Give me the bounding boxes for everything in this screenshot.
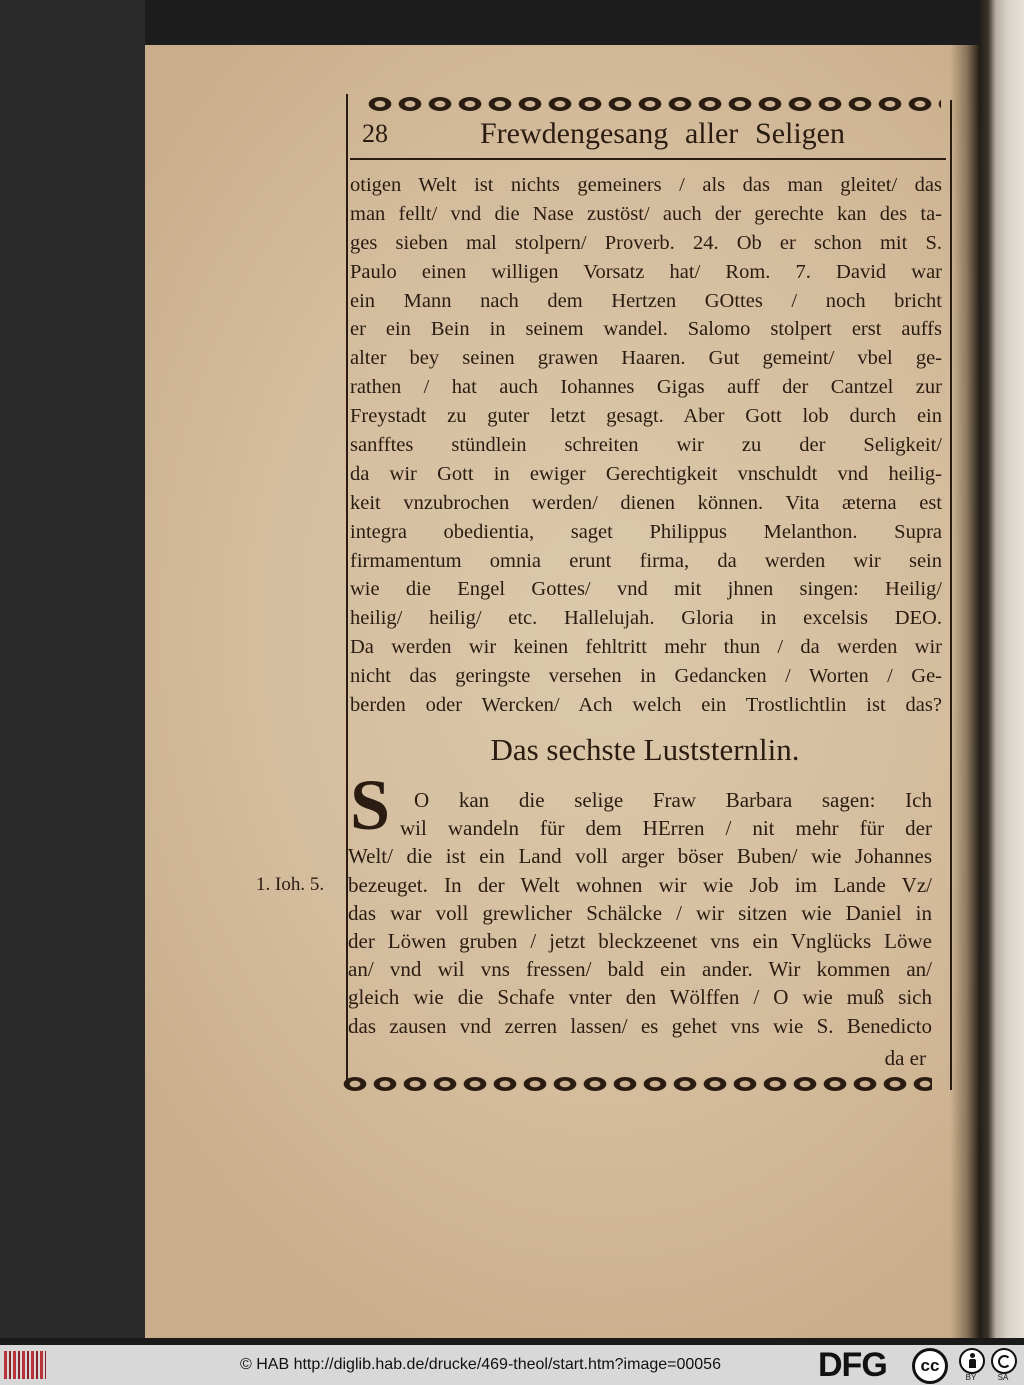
text-line: an/ vnd wil vns fressen/ bald ein ander. Wir kommen an/ <box>348 957 932 982</box>
text-line: integra obedientia, saget Philippus Melanthon. Supra <box>350 520 942 543</box>
text-line: ges sieben mal stolpern/ Proverb. 24. Ob er schon mit S. <box>350 231 942 254</box>
running-head: Frewdengesang aller Seligen <box>480 117 845 150</box>
license-label-sa: SA <box>997 1373 1009 1382</box>
license-label-by: BY <box>965 1373 977 1382</box>
frame-rule-right <box>950 100 952 1090</box>
text-line: otigen Welt ist nichts gemeiners / als das man gleitet/ das <box>350 174 942 196</box>
text-line: Da werden wir keinen fehltritt mehr thun / da werden wir <box>350 636 942 659</box>
catchword: da er <box>884 1046 926 1070</box>
sa-icon[interactable] <box>990 1348 1018 1384</box>
text-line: Freystadt zu guter letzt gesagt. Aber Gott lob durch ein <box>350 405 942 428</box>
text-line: Paulo einen willigen Vorsatz hat/ Rom. 7. David war <box>350 260 942 283</box>
text-line: der Löwen gruben / jetzt bleckzeenet vns ein Vnglücks Löwe <box>348 928 932 953</box>
binding-gutter <box>950 45 980 1340</box>
text-line: Welt/ die ist ein Land voll arger böser Buben/ wie Johannes <box>348 844 932 869</box>
page-number: 28 <box>362 119 388 148</box>
text-line: nicht das geringste versehen in Gedancken / Worten / Ge- <box>350 665 942 688</box>
text-line: das war voll grewlicher Schälcke / wir sitzen wie Daniel in <box>348 900 932 925</box>
text-line: er ein Bein in seinem wandel. Salomo stolpert erst auffs <box>350 318 942 341</box>
cc-icon[interactable]: cc <box>912 1348 948 1384</box>
text-line: ein Mann nach dem Hertzen GOttes / noch bricht <box>350 289 942 312</box>
text-line: das zausen vnd zerren lassen/ es gehet vns wie S. Benedicto <box>348 1013 932 1038</box>
by-icon[interactable] <box>958 1348 986 1384</box>
body-text <box>350 171 942 720</box>
text-line: rathen / hat auch Iohannes Gigas auff der Cantzel zur <box>350 376 942 399</box>
text-line: gleich wie die Schafe vnter den Wölffen / O wie muß sich <box>348 985 932 1010</box>
by-icon-head <box>970 1353 975 1358</box>
by-icon-body <box>969 1359 976 1368</box>
text-line: wie die Engel Gottes/ vnd mit jhnen singen: Heilig/ <box>350 578 942 601</box>
backdrop-bottom <box>0 1338 1024 1345</box>
text-line: alter bey seinen grawen Haaren. Gut gemeint/ vbel ge- <box>350 347 942 370</box>
footer-ornament <box>340 1073 932 1095</box>
header-rule <box>350 158 946 160</box>
drop-cap: S <box>350 765 391 845</box>
facing-page-edge <box>978 0 1024 1345</box>
text-line: sanfftes stündlein schreiten wir zu der Seligkeit/ <box>350 434 942 457</box>
section-text <box>348 786 932 1040</box>
backdrop-left <box>0 0 145 1345</box>
copyright-url[interactable]: © HAB http://diglib.hab.de/drucke/469-theol/start.htm?image=00056 <box>240 1356 721 1373</box>
section-heading: Das sechste Luststernlin. <box>490 732 800 767</box>
text-line: berden oder Wercken/ Ach welch ein Trostlichtlin ist das? <box>350 694 942 717</box>
text-line: bezeuget. In der Welt wohnen wir wie Job im Lande Vz/ <box>348 872 932 897</box>
text-line: firmamentum omnia erunt firma, da werden wir sein <box>350 549 942 572</box>
text-line: keit vnzubrochen werden/ dienen können. Vita æterna est <box>350 491 942 514</box>
by-icon-circle <box>959 1348 985 1374</box>
text-line: wil wandeln für dem HErren / nit mehr für der <box>400 816 932 841</box>
barcode-icon[interactable] <box>4 1351 46 1379</box>
margin-note: 1. Ioh. 5. <box>256 874 325 895</box>
dfg-logo[interactable]: DFG <box>818 1346 887 1384</box>
text-line: O kan die selige Fraw Barbara sagen: Ich <box>414 788 932 812</box>
header-ornament <box>365 93 941 115</box>
text-line: da wir Gott in ewiger Gerechtigkeit vnschuldt vnd heilig- <box>350 462 942 485</box>
text-line: man fellt/ vnd die Nase zustöst/ auch der gerechte kan des ta- <box>350 202 942 225</box>
text-line: heilig/ heilig/ etc. Hallelujah. Gloria in excelsis DEO. <box>350 607 942 630</box>
viewer-footer <box>0 1345 1024 1385</box>
sa-icon-circle <box>991 1348 1017 1374</box>
sa-icon-arc <box>998 1355 1011 1368</box>
